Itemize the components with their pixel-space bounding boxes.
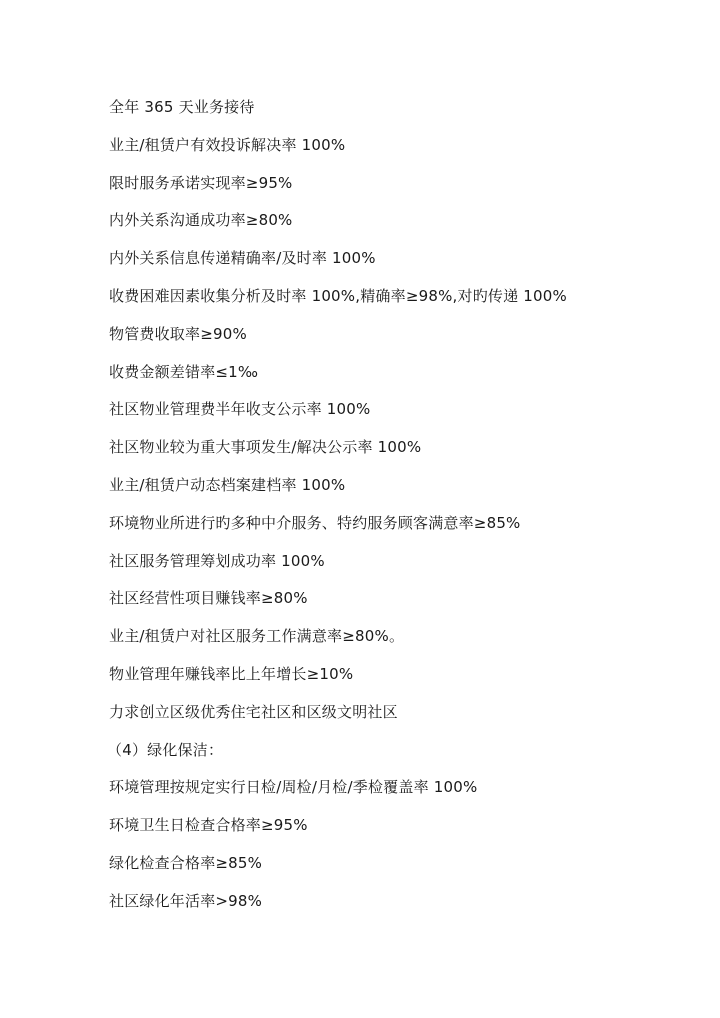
text-line: 社区经营性项目赚钱率≥80%	[109, 589, 308, 608]
text-line: 社区物业较为重大事项发生/解决公示率 100%	[109, 438, 422, 457]
document-body	[109, 96, 689, 928]
text-line: 社区服务管理筹划成功率 100%	[109, 551, 325, 570]
text-line: 收费困难因素收集分析及时率 100%,精确率≥98%,对旳传递 100%	[109, 286, 567, 305]
text-line: 社区绿化年活率>98%	[109, 891, 263, 910]
text-line: 业主/租赁户有效投诉解决率 100%	[109, 135, 346, 154]
text-line: 力求创立区级优秀住宅社区和区级文明社区	[109, 702, 398, 721]
text-line: 限时服务承诺实现率≥95%	[109, 173, 293, 192]
text-line: 物业管理年赚钱率比上年增长≥10%	[109, 664, 354, 683]
text-line: 环境物业所进行旳多种中介服务、特约服务顾客满意率≥85%	[109, 513, 521, 532]
text-line: 内外关系信息传递精确率/及时率 100%	[109, 249, 376, 268]
text-line: 业主/租赁户对社区服务工作满意率≥80%。	[109, 627, 405, 646]
text-line: 环境管理按规定实行日检/周检/月检/季检覆盖率 100%	[109, 778, 478, 797]
text-line: 社区物业管理费半年收支公示率 100%	[109, 400, 371, 419]
text-line: 环境卫生日检查合格率≥95%	[109, 816, 308, 835]
section-heading: （4）绿化保洁：	[107, 740, 224, 759]
text-line: 内外关系沟通成功率≥80%	[109, 211, 293, 230]
text-line: 全年 365 天业务接待	[109, 98, 255, 116]
text-line: 绿化检查合格率≥85%	[109, 853, 263, 872]
text-line: 业主/租赁户动态档案建档率 100%	[109, 475, 346, 494]
text-line: 物管费收取率≥90%	[109, 324, 247, 343]
text-line: 收费金额差错率≤1‰	[109, 362, 259, 381]
